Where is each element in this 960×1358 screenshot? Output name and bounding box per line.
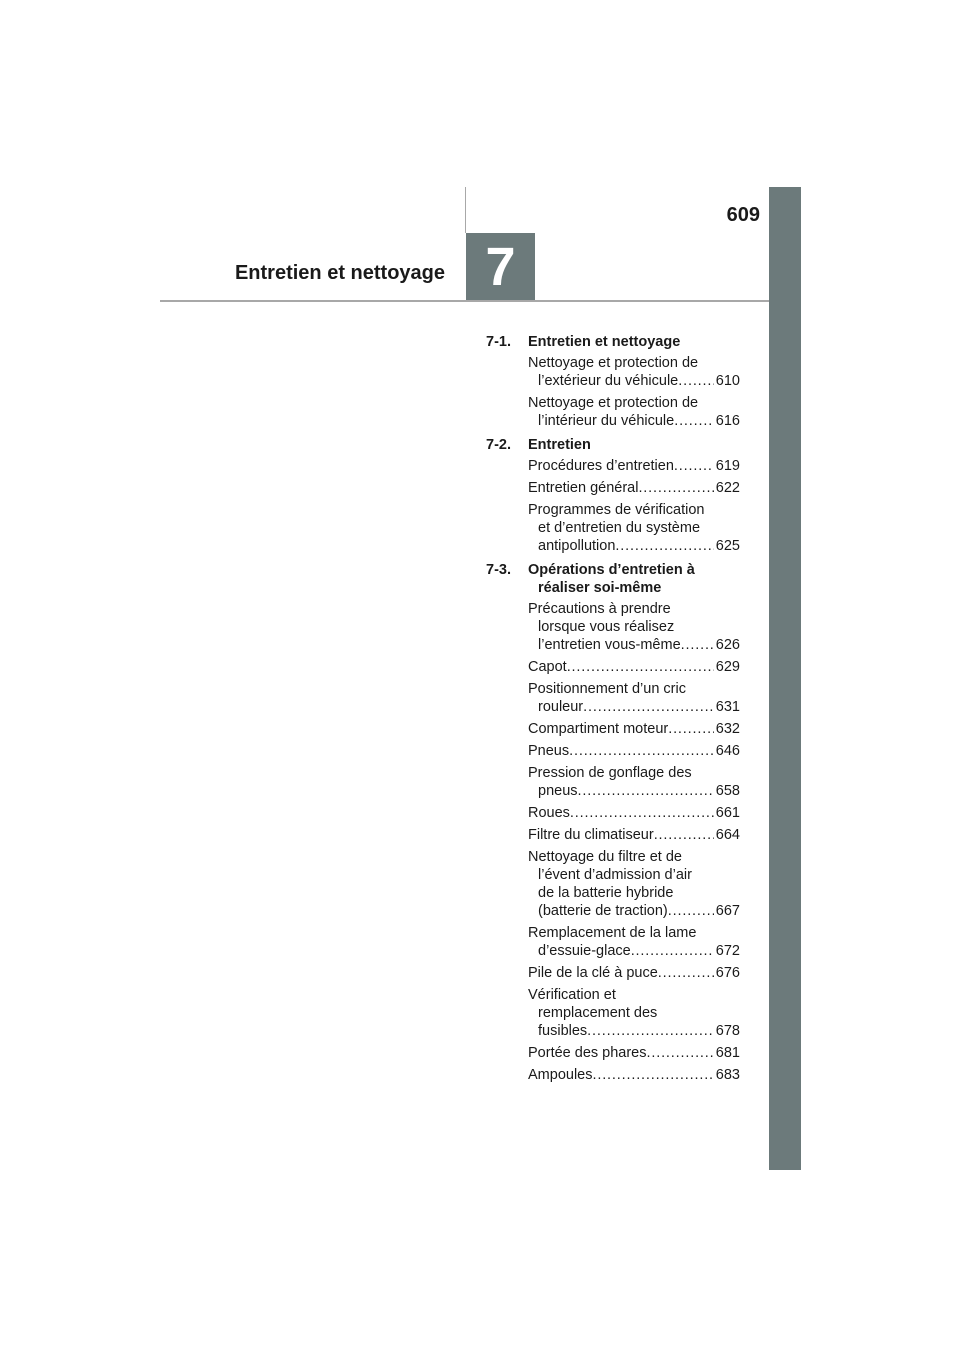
toc-entry[interactable] <box>528 720 740 738</box>
toc-dot-leader <box>658 964 714 982</box>
toc-entry-line: Précautions à prendre <box>528 601 671 617</box>
toc-dot-leader <box>638 479 713 497</box>
toc-section-title-line: réaliser soi-même <box>538 580 662 596</box>
toc-entry-page: 661 <box>715 805 740 821</box>
toc-dot-leader <box>674 457 714 475</box>
toc-entry-line: Pile de la clé à puce <box>528 965 658 981</box>
toc-entry[interactable] <box>528 658 740 676</box>
toc-entry-page: 631 <box>715 699 740 715</box>
toc-entry-line: pneus <box>538 783 578 799</box>
toc-entry-line: Compartiment moteur <box>528 721 669 737</box>
toc-entry[interactable] <box>528 394 740 430</box>
toc-entry-page: 610 <box>715 373 740 389</box>
toc-entry-page: 622 <box>715 480 740 496</box>
toc-entry[interactable] <box>528 848 740 920</box>
header-vertical-rule <box>465 187 466 233</box>
toc-section-heading[interactable] <box>486 333 740 351</box>
toc-section-title-line: Entretien et nettoyage <box>528 334 681 350</box>
toc-entry-line: Programmes de vérification <box>528 502 705 518</box>
toc-entry-line: remplacement des <box>538 1005 658 1021</box>
toc-dot-leader <box>674 412 714 430</box>
toc-entry[interactable] <box>528 354 740 390</box>
toc-entry-line: d’essuie-glace <box>538 943 631 959</box>
toc-entry-line: rouleur <box>538 699 584 715</box>
toc-entry-line: l’entretien vous-même <box>538 637 681 653</box>
toc-entry-page: 619 <box>715 458 740 474</box>
toc-entry-line: Pression de gonflage des <box>528 765 692 781</box>
toc-entry-page: 676 <box>715 965 740 981</box>
toc-entry-page: 626 <box>715 637 740 653</box>
toc-entry[interactable] <box>528 600 740 654</box>
toc-entry-line: antipollution <box>538 538 616 554</box>
toc-section <box>486 436 740 555</box>
toc-dot-leader <box>681 636 714 654</box>
toc-entry-line: Roues <box>528 805 570 821</box>
chapter-number: 7 <box>485 237 516 297</box>
toc-entry-line: Capot <box>528 659 567 675</box>
toc-section-title-line: Entretien <box>528 437 591 453</box>
toc-dot-leader <box>678 372 714 390</box>
toc-entry-line: lorsque vous réalisez <box>538 619 675 635</box>
toc-section <box>486 561 740 1084</box>
toc-entry[interactable] <box>528 1066 740 1084</box>
toc-entry-line: Nettoyage du filtre et de <box>528 849 682 865</box>
toc-entry-line: l’intérieur du véhicule <box>538 413 675 429</box>
toc-entry-page: 667 <box>715 903 740 919</box>
chapter-title: Entretien et nettoyage <box>234 262 445 284</box>
chapter-number-box <box>466 233 535 301</box>
toc-dot-leader <box>647 1044 714 1062</box>
toc-entry-page: 646 <box>715 743 740 759</box>
toc-entry[interactable] <box>528 457 740 475</box>
toc-entry-line: Portée des phares <box>528 1045 647 1061</box>
toc-entry[interactable] <box>528 826 740 844</box>
toc-entry-line: Filtre du climatiseur <box>528 827 654 843</box>
toc-section-number: 7-2. <box>486 437 511 453</box>
toc-dot-leader <box>615 537 713 555</box>
toc-dot-leader <box>569 742 714 760</box>
toc-entry[interactable] <box>528 742 740 760</box>
toc-entry-line: Nettoyage et protection de <box>528 355 699 371</box>
table-of-contents <box>486 333 740 1090</box>
toc-section-heading[interactable] <box>486 561 740 597</box>
toc-entry-page: 658 <box>715 783 740 799</box>
toc-section-title-line: Opérations d’entretien à <box>528 562 695 578</box>
toc-section <box>486 333 740 430</box>
toc-section-number: 7-1. <box>486 334 511 350</box>
toc-dot-leader <box>654 826 714 844</box>
toc-entry[interactable] <box>528 924 740 960</box>
toc-entry-page: 683 <box>715 1067 740 1083</box>
toc-entry[interactable] <box>528 479 740 497</box>
toc-dot-leader <box>592 1066 713 1084</box>
toc-entry-line: Positionnement d’un cric <box>528 681 686 697</box>
header-horizontal-rule <box>160 300 770 302</box>
toc-entry[interactable] <box>528 1044 740 1062</box>
toc-entry[interactable] <box>528 804 740 822</box>
toc-entry-line: l’évent d’admission d’air <box>538 867 692 883</box>
toc-section-heading[interactable] <box>486 436 740 454</box>
toc-dot-leader <box>567 658 714 676</box>
toc-entry[interactable] <box>528 501 740 555</box>
chapter-side-tab <box>769 187 801 1170</box>
toc-dot-leader <box>668 902 714 920</box>
toc-dot-leader <box>578 782 714 800</box>
toc-dot-leader <box>570 804 714 822</box>
toc-section-title <box>528 436 740 454</box>
toc-entry-line: et d’entretien du système <box>538 520 701 536</box>
toc-dot-leader <box>583 698 714 716</box>
toc-entry-page: 678 <box>715 1023 740 1039</box>
toc-entry-page: 664 <box>715 827 740 843</box>
toc-section-title <box>528 561 740 597</box>
toc-entry-line: Remplacement de la lame <box>528 925 697 941</box>
toc-entry-page: 629 <box>715 659 740 675</box>
toc-entry[interactable] <box>528 680 740 716</box>
toc-entry-page: 625 <box>715 538 740 554</box>
toc-entry-page: 672 <box>715 943 740 959</box>
toc-entry-line: fusibles <box>538 1023 588 1039</box>
toc-entry-line: Vérification et <box>528 987 616 1003</box>
toc-entry-line: de la batterie hybride <box>538 885 674 901</box>
toc-entry-line: Pneus <box>528 743 570 759</box>
toc-dot-leader <box>587 1022 714 1040</box>
toc-entry-line: Entretien général <box>528 480 639 496</box>
toc-entry-page: 632 <box>715 721 740 737</box>
toc-section-title <box>528 333 740 351</box>
toc-entry-page: 616 <box>715 413 740 429</box>
toc-entry-line: Procédures d’entretien <box>528 458 674 474</box>
toc-entry[interactable] <box>528 764 740 800</box>
toc-entry-line: l’extérieur du véhicule <box>538 373 679 389</box>
toc-entry-line: (batterie de traction) <box>538 903 668 919</box>
toc-section-number: 7-3. <box>486 562 511 578</box>
toc-entry[interactable] <box>528 986 740 1040</box>
toc-entry-line: Ampoules <box>528 1067 593 1083</box>
toc-entry[interactable] <box>528 964 740 982</box>
toc-entry-page: 681 <box>715 1045 740 1061</box>
toc-dot-leader <box>668 720 714 738</box>
toc-dot-leader <box>631 942 714 960</box>
toc-entry-line: Nettoyage et protection de <box>528 395 699 411</box>
page-number: 609 <box>726 204 760 226</box>
